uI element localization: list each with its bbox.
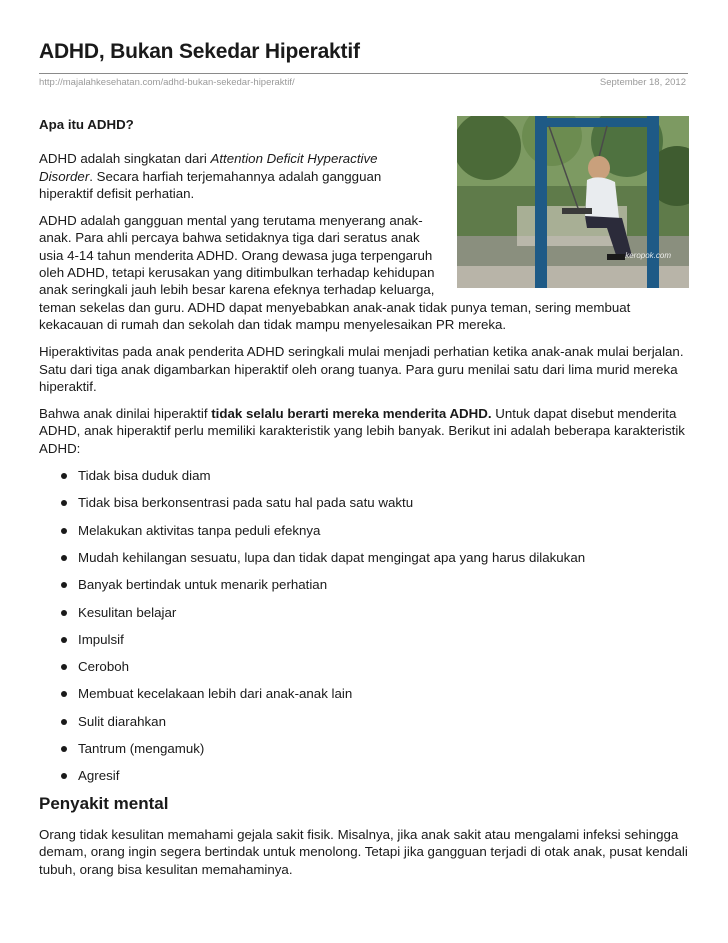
list-item: Tidak bisa duduk diam [78, 467, 689, 494]
section-heading-mental-illness: Penyakit mental [39, 793, 169, 813]
emphasis-not-always-adhd: tidak selalu berarti mereka menderita ADHD. [211, 406, 492, 422]
title-divider [39, 73, 688, 74]
characteristics-list [39, 467, 689, 795]
adhd-overview-paragraph: ADHD adalah gangguan mental yang terutama menyerang anak-anak. Para ahli percaya bahwa setidaknya tiga dari seratus anak usia 4-14 tahun menderita ADHD. Orang dewasa juga terpengaruh oleh ADHD, tetapi kerusakan yang ditimbulkan terhadap kehidupan anak seringkali jauh lebih besar karena efeknya terhadap keluarga, teman sekelas dan guru. ADHD dapat menyebabkan anak-anak tidak punya teman, sering membuat kekacauan di rumah dan sekolah dan tidak mampu menyelesaikan PR mereka. [39, 213, 631, 332]
publish-date: September 18, 2012 [599, 77, 686, 88]
list-item: Melakukan aktivitas tanpa peduli efeknya [78, 522, 689, 549]
list-item: Kesulitan belajar [78, 604, 689, 631]
swing-photo [457, 116, 689, 288]
adhd-full-name: Attention Deficit Hyperactive Disorder [39, 151, 378, 184]
list-item: Impulsif [78, 631, 689, 658]
article-title: ADHD, Bukan Sekedar Hiperaktif [39, 40, 360, 63]
list-item: Sulit diarahkan [78, 713, 689, 740]
list-item: Agresif [78, 767, 689, 794]
source-url[interactable]: http://majalahkesehatan.com/adhd-bukan-sekedar-hiperaktif/ [39, 77, 295, 88]
list-item: Tidak bisa berkonsentrasi pada satu hal pada satu waktu [78, 494, 689, 521]
hyperactivity-paragraph: Hiperaktivitas pada anak penderita ADHD seringkali mulai menjadi perhatian ketika anak-anak mulai berjalan. Satu dari tiga anak digambarkan hiperaktif oleh orang tuanya. Para guru menilai satu dari lima murid mereka hiperaktif. [39, 344, 684, 394]
list-item: Membuat kecelakaan lebih dari anak-anak lain [78, 685, 689, 712]
characteristics-intro-paragraph: Bahwa anak dinilai hiperaktif tidak selalu berarti mereka menderita ADHD. Untuk dapat disebut menderita ADHD, anak hiperaktif perlu memiliki karakteristik yang lebih banyak. Berikut ini adalah beberapa karakteristik ADHD: [39, 406, 685, 456]
photo-watermark: keropok.com [625, 250, 671, 260]
mental-illness-paragraph: Orang tidak kesulitan memahami gejala sakit fisik. Misalnya, jika anak sakit atau mengalami infeksi sehingga demam, orang ingin segera bertindak untuk menolong. Tetapi jika gangguan terjadi di otak anak, pusat kendali tubuh, orang bisa kesulitan memahaminya. [39, 826, 688, 877]
article-body [39, 116, 689, 888]
section-heading-what-is-adhd: Apa itu ADHD? [39, 117, 134, 132]
definition-paragraph: ADHD adalah singkatan dari Attention Deficit Hyperactive Disorder. Secara harfiah terjemahannya adalah gangguan hiperaktif defisit perhatian. [39, 151, 382, 201]
list-item: Ceroboh [78, 658, 689, 685]
list-item: Banyak bertindak untuk menarik perhatian [78, 576, 689, 603]
list-item: Mudah kehilangan sesuatu, lupa dan tidak dapat mengingat apa yang harus dilakukan [78, 549, 689, 576]
list-item: Tantrum (mengamuk) [78, 740, 689, 767]
